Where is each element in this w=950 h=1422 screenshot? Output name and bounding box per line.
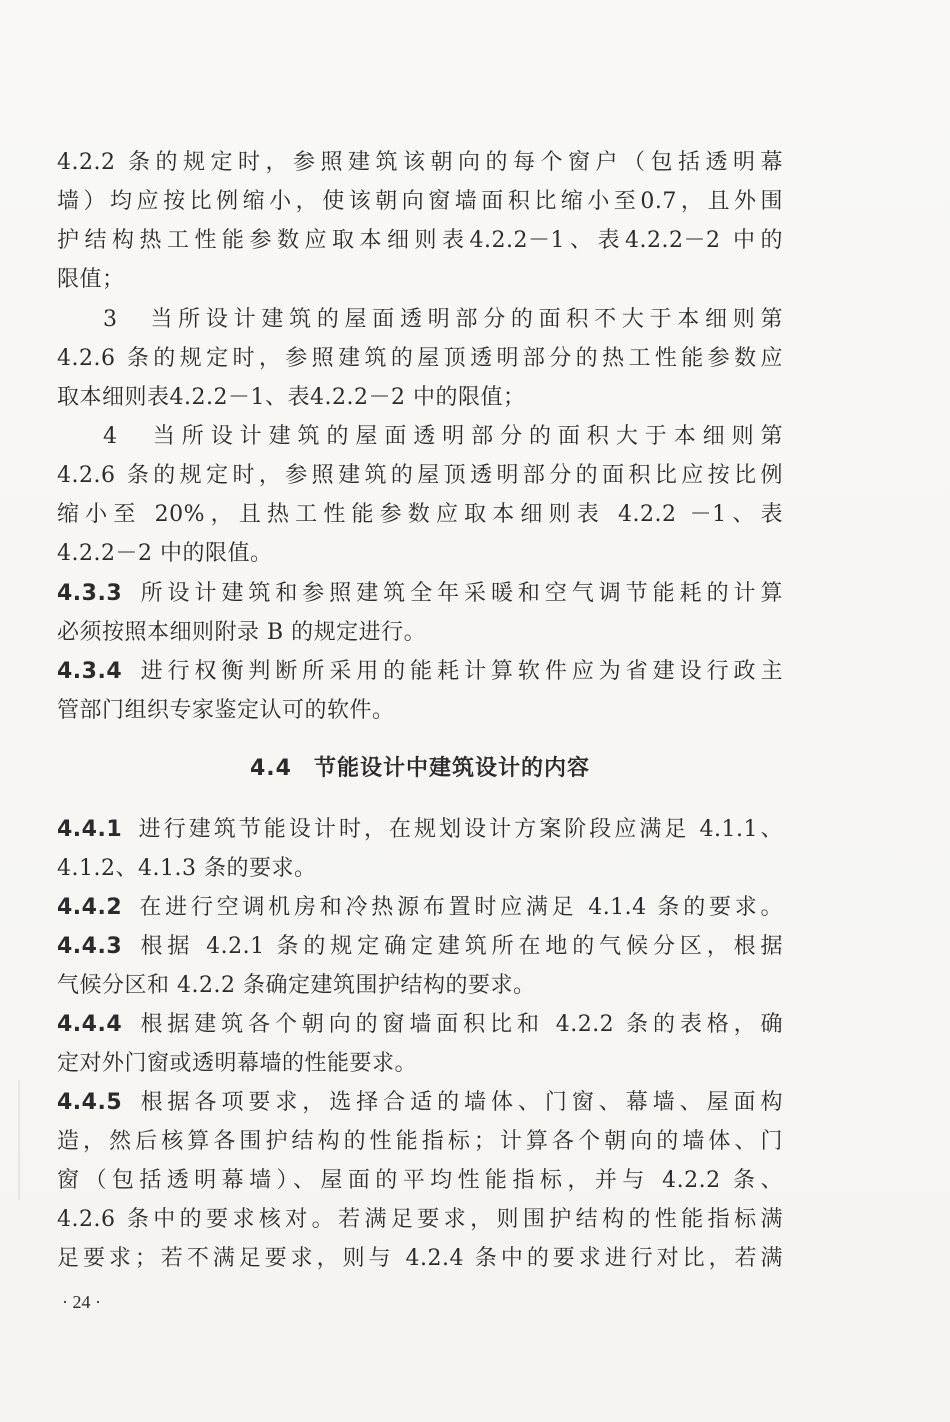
- section-title: 节能设计中建筑设计的内容: [313, 756, 590, 781]
- clause-text: 在进行空调机房和冷热源布置时应满足 4.1.4 条的要求。: [136, 895, 783, 920]
- clause-number: 4.3.3: [57, 581, 123, 606]
- text-line: 气候分区和 4.2.2 条确定建筑围护结构的要求。: [57, 973, 536, 998]
- clause-4-4-4: [57, 1010, 783, 1040]
- text-line: 4 当所设计建筑的屋面透明部分的面积大于本细则第: [103, 424, 783, 449]
- text-line: 必须按照本细则附录 B 的规定进行。: [57, 620, 427, 645]
- clause-number: 4.4.5: [57, 1090, 123, 1115]
- clause-text: 根据 4.2.1 条的规定确定建筑所在地的气候分区，根据: [136, 934, 783, 959]
- text-line: 4.1.2、4.1.3 条的要求。: [57, 856, 317, 881]
- clause-text: 所设计建筑和参照建筑全年采暖和空气调节能耗的计算: [136, 581, 783, 606]
- clause-text: 进行权衡判断所采用的能耗计算软件应为省建设行政主: [136, 659, 783, 684]
- clause-text: 进行建筑节能设计时，在规划设计方案阶段应满足 4.1.1、: [136, 817, 783, 842]
- clause-number: 4.4.1: [57, 817, 123, 842]
- clause-text: 根据建筑各个朝向的窗墙面积比和 4.2.2 条的表格，确: [136, 1012, 783, 1037]
- text-line: 护结构热工性能参数应取本细则表4.2.2－1、表4.2.2－2 中的: [57, 228, 783, 253]
- page-number: · 24 ·: [62, 1292, 101, 1312]
- text-line: 3 当所设计建筑的屋面透明部分的面积不大于本细则第: [103, 307, 783, 332]
- text-line: 4.2.6 条的规定时，参照建筑的屋顶透明部分的面积比应按比例: [57, 463, 783, 488]
- text-line: 窗（包括透明幕墙）、屋面的平均性能指标，并与 4.2.2 条、: [57, 1168, 783, 1193]
- clause-number: 4.4.2: [57, 895, 123, 920]
- text-line: 4.2.2 条的规定时，参照建筑该朝向的每个窗户（包括透明幕: [57, 150, 783, 175]
- text-line: 4.2.6 条中的要求核对。若满足要求，则围护结构的性能指标满: [57, 1207, 783, 1232]
- clause-number: 4.4.4: [57, 1012, 123, 1037]
- text-line: 造，然后核算各围护结构的性能指标；计算各个朝向的墙体、门: [57, 1129, 783, 1154]
- clause-number: 4.3.4: [57, 659, 123, 684]
- section-heading: [57, 754, 783, 784]
- clause-4-3-3: [57, 579, 783, 609]
- clause-text: 根据各项要求，选择合适的墙体、门窗、幕墙、屋面构: [136, 1090, 783, 1115]
- clause-4-3-4: [57, 657, 783, 687]
- scan-artifact: [18, 1080, 20, 1200]
- section-number: 4.4: [250, 756, 292, 781]
- text-line: 取本细则表4.2.2－1、表4.2.2－2 中的限值；: [57, 385, 526, 410]
- clause-4-4-1: [57, 815, 783, 845]
- text-line: 缩小至 20%，且热工性能参数应取本细则表 4.2.2 －1、表: [57, 502, 783, 527]
- clause-4-4-2: [57, 893, 783, 923]
- text-line: 管部门组织专家鉴定认可的软件。: [57, 698, 395, 723]
- text-line: 4.2.2－2 中的限值。: [57, 541, 273, 566]
- clause-4-4-3: [57, 932, 783, 962]
- text-line: 墙）均应按比例缩小，使该朝向窗墙面积比缩小至0.7，且外围: [57, 189, 783, 214]
- clause-number: 4.4.3: [57, 934, 123, 959]
- text-line: 定对外门窗或透明幕墙的性能要求。: [57, 1051, 418, 1076]
- text-line: 足要求；若不满足要求，则与 4.2.4 条中的要求进行对比，若满: [57, 1246, 783, 1271]
- clause-4-4-5: [57, 1088, 783, 1118]
- text-line: 限值；: [57, 267, 125, 292]
- text-line: 4.2.6 条的规定时，参照建筑的屋顶透明部分的热工性能参数应: [57, 346, 783, 371]
